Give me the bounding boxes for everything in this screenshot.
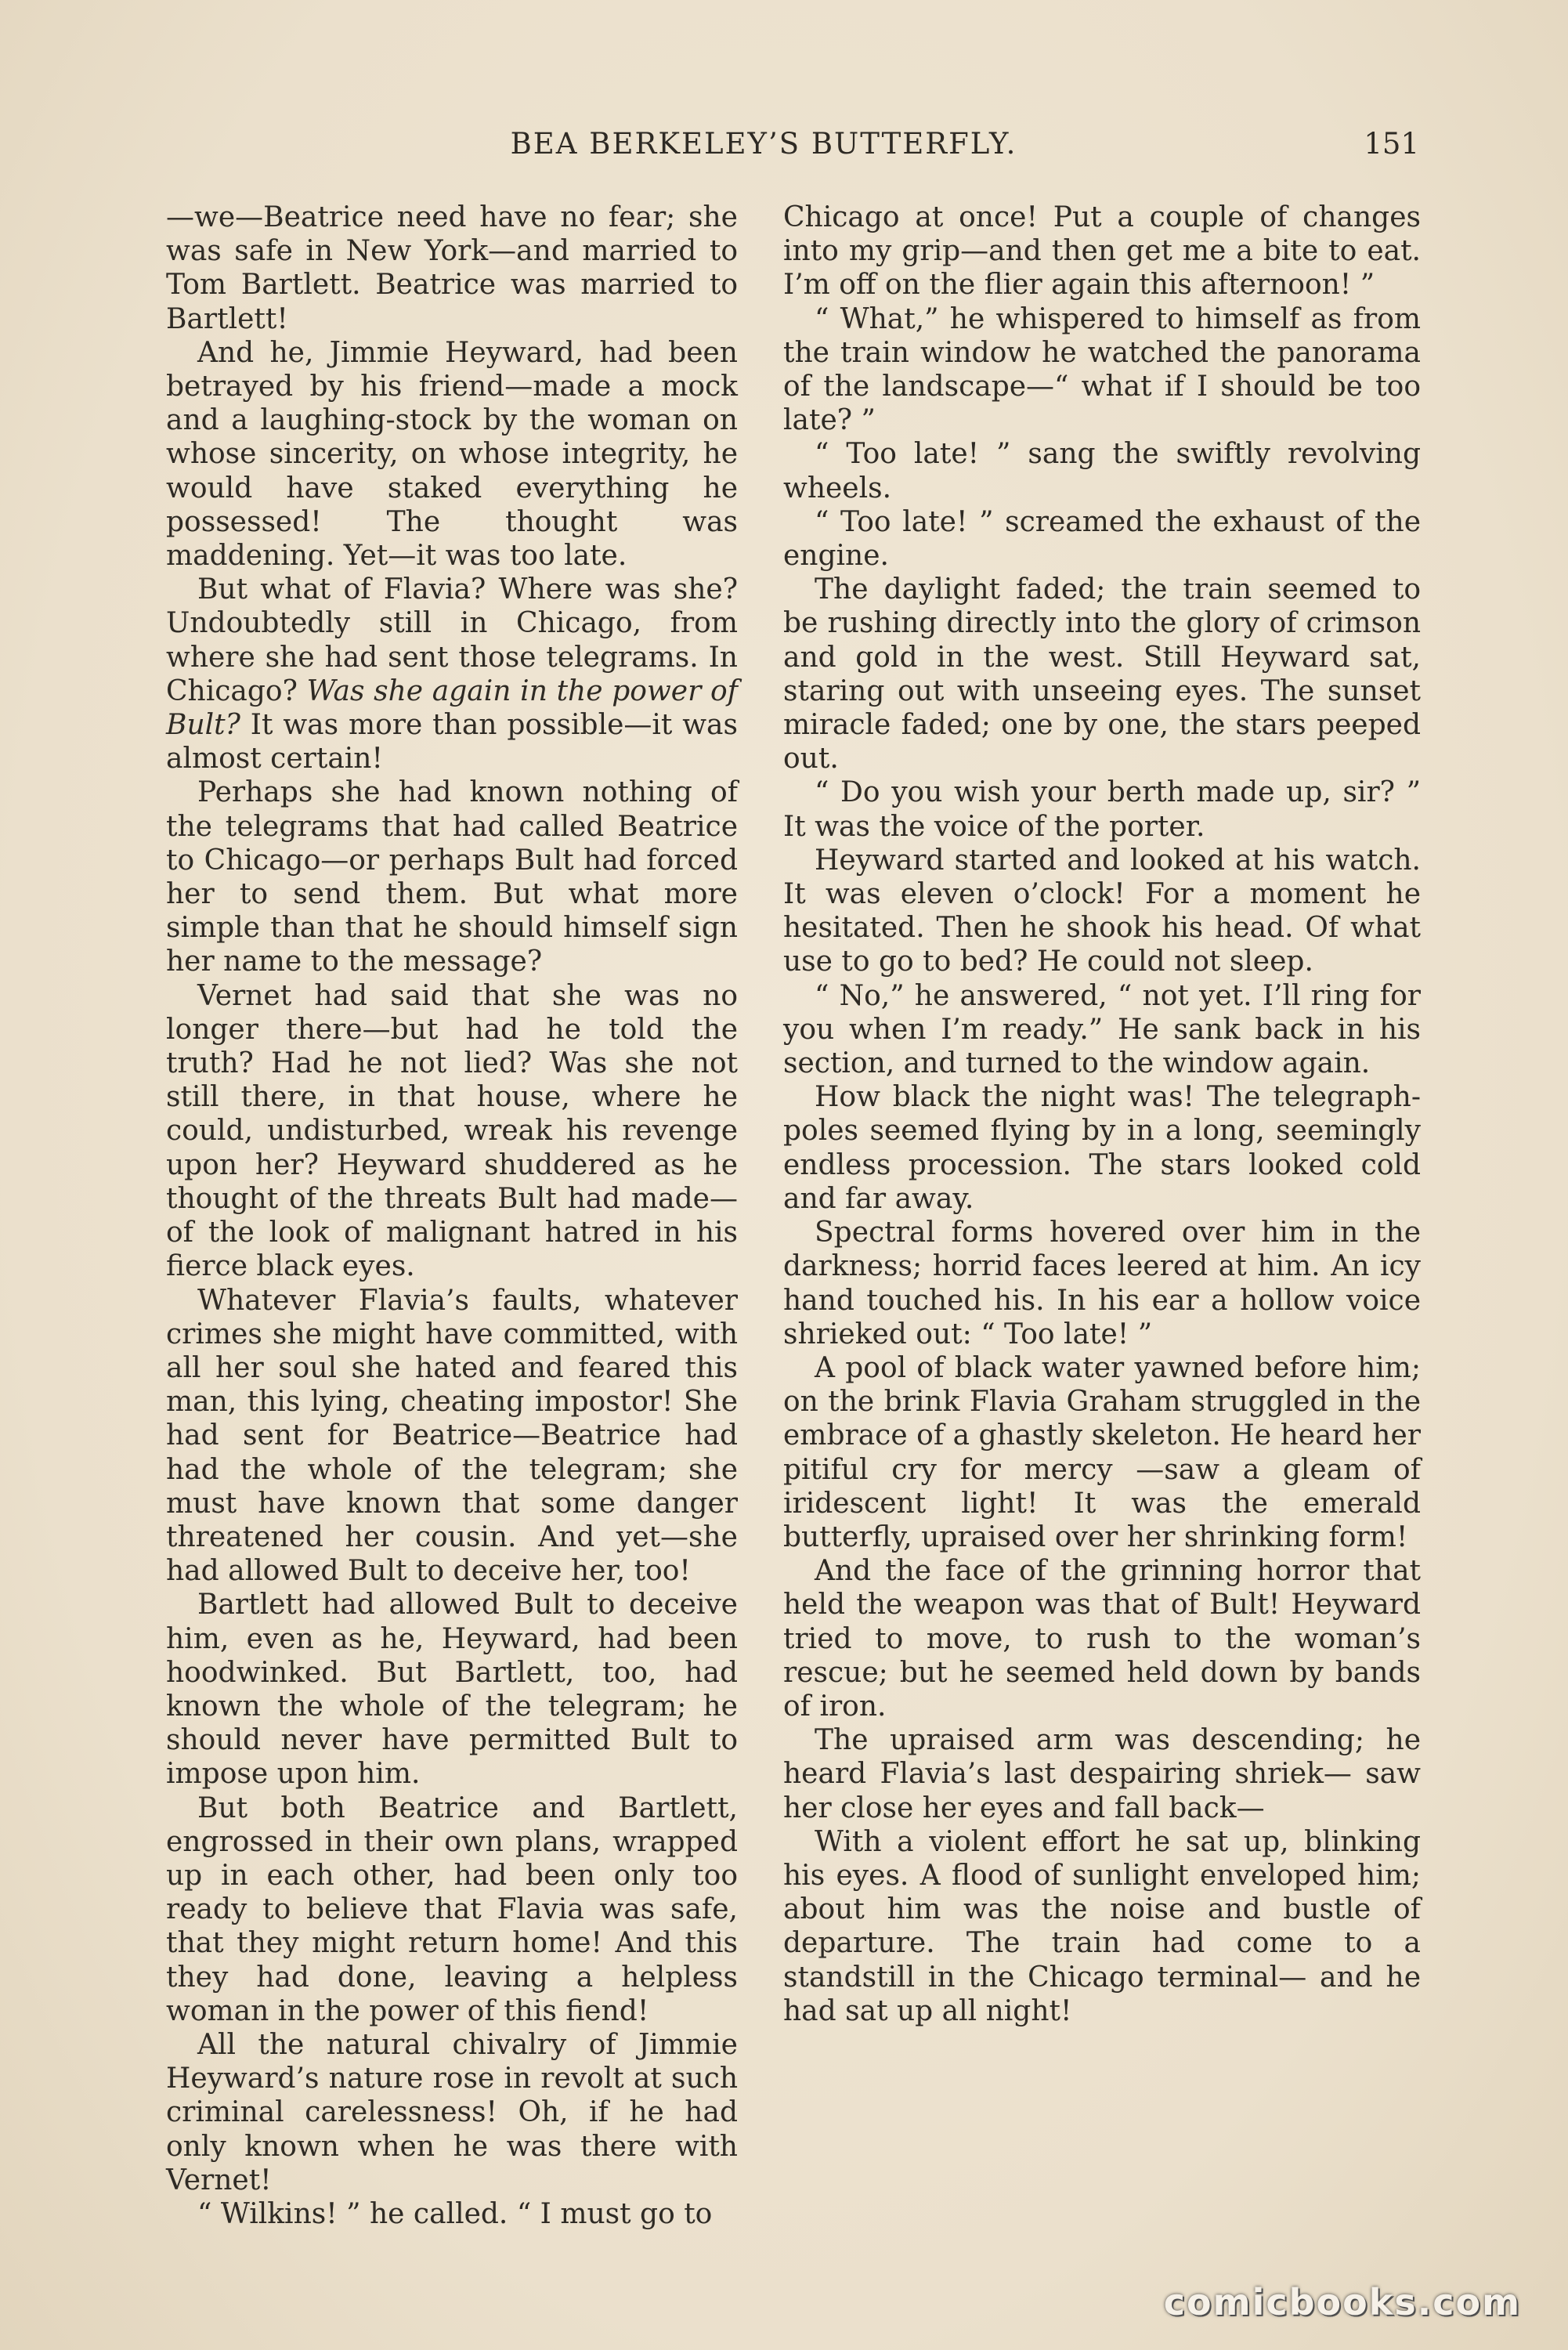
paragraph: “ Too late! ” screamed the exhaust of the engine. [783, 505, 1421, 573]
paragraph: —we—Beatrice need have no fear; she was safe in New York—and married to Tom Bartlett. Beatrice was married to Bartlett! [166, 201, 738, 335]
right-column [783, 201, 1421, 2190]
paragraph: And he, Jimmie Heyward, had been betrayed by his friend—made a mock and a laughing-stock by the woman on whose sincerity, on whose integrity, he would have staked everything he possessed! The thought was maddening. Yet—it was too late. [166, 336, 738, 573]
left-column [166, 201, 738, 2230]
running-title: BEA BERKELEY’S BUTTERFLY. [510, 127, 1017, 161]
watermark-logo: comicbooks.com [1163, 2281, 1521, 2323]
paragraph: “ Wilkins! ” he called. “ I must go to [197, 2197, 713, 2230]
paragraph: “ What,” he whispered to himself as from the train window he watched the panorama of the landscape—“ what if I should be too late? ” [783, 302, 1421, 437]
paragraph: How black the night was! The telegraph-poles seemed flying by in a long, seemingly endless procession. The stars looked cold and far away. [783, 1081, 1421, 1215]
paragraph: Spectral forms hovered over him in the darkness; horrid faces leered at him. An icy hand touched his. In his ear a hollow voice shrieked out: “ Too late! ” [783, 1217, 1421, 1350]
paragraph: And the face of the grinning horror that held the weapon was that of Bult! Heyward tried to move, to rush to the woman’s rescue; but he seemed held down by bands of iron. [783, 1555, 1421, 1723]
paragraph: Bartlett had allowed Bult to deceive him, even as he, Heyward, had been hoodwinked. But Bartlett, too, had known the whole of the telegram; he should never have permitted Bult to impose upon him. [166, 1589, 738, 1791]
paragraph: “ Do you wish your berth made up, sir? ” It was the voice of the porter. [783, 776, 1421, 843]
paragraph-text: It was more than possible—it was almost certain! [166, 709, 738, 776]
paragraph: Heyward started and looked at his watch. It was eleven o’clock! For a moment he hesitated. Then he shook his head. Of what use to go to bed? He could not sleep. [783, 844, 1421, 978]
page-header [0, 127, 1568, 166]
paragraph: Vernet had said that she was no longer there—but had he told the truth? Had he not lied? Was she not still there, in that house, where he could, undisturbed, wreak his revenge upon her? Heyward shuddered as he thought of the threats Bult had made—of the look of malignant hatred in his fierce black eyes. [166, 979, 738, 1283]
paragraph: With a violent effort he sat up, blinking his eyes. A flood of sunlight enveloped him; about him was the noise and bustle of departure. The train had come to a standstill in the Chicago terminal— and he had sat up all night! [783, 1825, 1421, 2027]
paragraph: The upraised arm was descending; he heard Flavia’s last despairing shriek— saw her close her eyes and fall back— [783, 1724, 1421, 1824]
paragraph: Chicago at once! Put a couple of changes into my grip—and then get me a bite to eat. I’m off on the flier again this afternoon! ” [783, 201, 1421, 302]
paragraph: All the natural chivalry of Jimmie Heyward’s nature rose in revolt at such criminal carelessness! Oh, if he had only known when he was there with Vernet! [166, 2028, 738, 2196]
paragraph: But both Beatrice and Bartlett, engrossed in their own plans, wrapped up in each other, had been only too ready to believe that Flavia was safe, that they might return home! And this they had done, leaving a helpless woman in the power of this fiend! [166, 1791, 738, 2027]
paragraph: Whatever Flavia’s faults, whatever crimes she might have committed, with all her soul she hated and feared this man, this lying, cheating impostor! She had sent for Beatrice—Beatrice had had the whole of the telegram; she must have known that some danger threatened her cousin. And yet—she had allowed Bult to deceive her, too! [166, 1284, 738, 1588]
paragraph-text: But what of Flavia? Where was she? Undoubtedly still in Chicago, from where she had sent those telegrams. In Chicago? [166, 573, 738, 707]
paragraph: “ Too late! ” sang the swiftly revolving wheels. [783, 438, 1421, 504]
page-number: 151 [1364, 127, 1419, 161]
paragraph: The daylight faded; the train seemed to be rushing directly into the glory of crimson and gold in the west. Still Heyward sat, staring out with unseeing eyes. The sunset miracle faded; one by one, the stars peeped out. [783, 573, 1421, 776]
paragraph: Perhaps she had known nothing of the telegrams that had called Beatrice to Chicago—or perhaps Bult had forced her to send them. But what more simple than that he should himself sign her name to the message? [166, 776, 738, 978]
paragraph: “ No,” he answered, “ not yet. I’ll ring for you when I’m ready.” He sank back in his section, and turned to the window again. [783, 979, 1421, 1080]
italic-question: Was she again in the power of Bult? [166, 674, 738, 742]
paragraph: A pool of black water yawned before him; on the brink Flavia Graham struggled in the embrace of a ghastly skeleton. He heard her pitiful cry for mercy —saw a gleam of iridescent light! It was the emerald butterfly, upraised over her shrinking form! [783, 1351, 1421, 1553]
paragraph-flavia [166, 573, 738, 776]
